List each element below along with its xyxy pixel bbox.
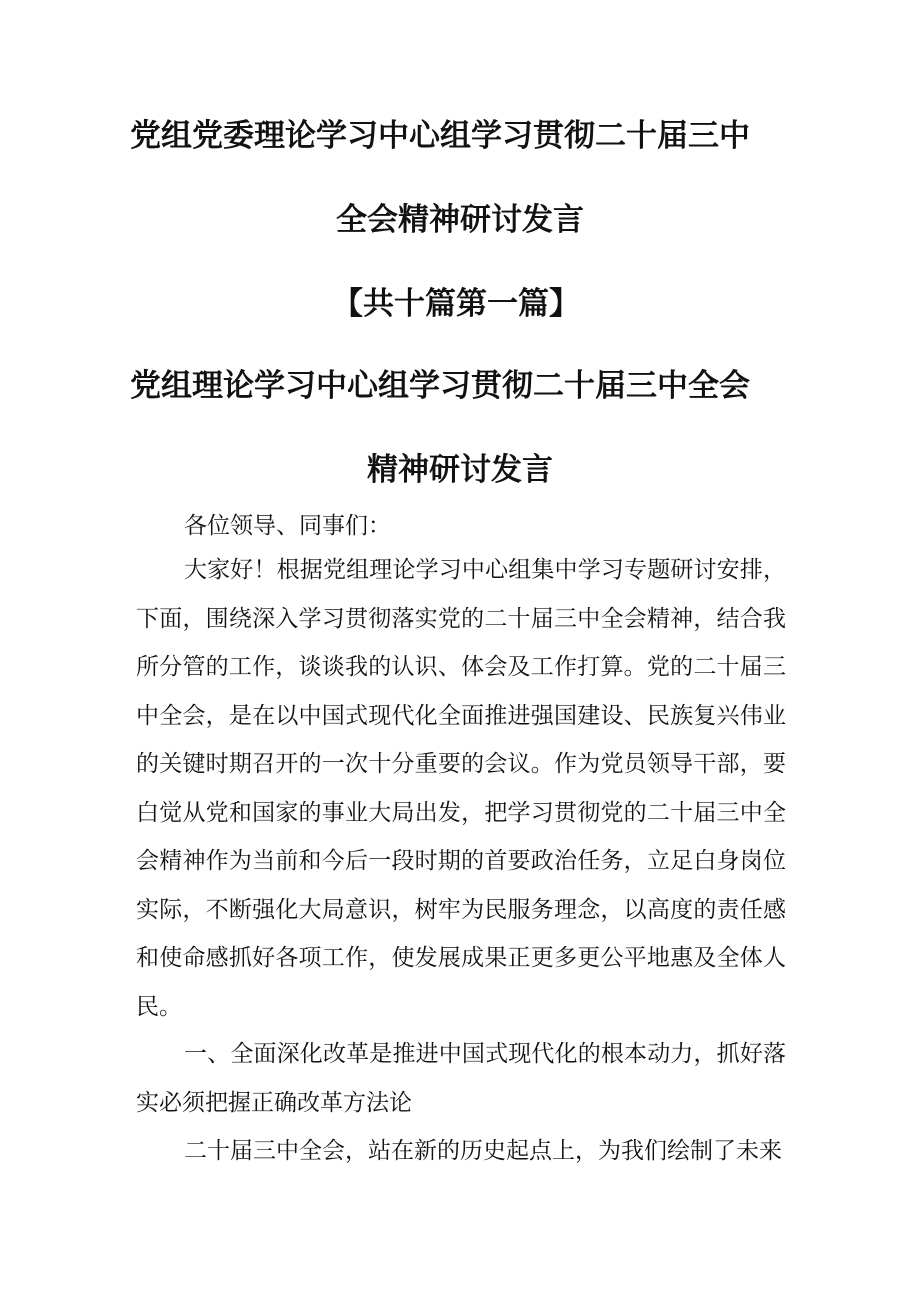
document-title-line-2: 全会精神研讨发言	[336, 202, 584, 238]
salutation: 各位领导、同事们：	[184, 513, 391, 539]
paragraph-opening: 大家好！根据党组理论学习中心组集中学习专题研讨安排，下面，围绕深入学习贯彻落实党的二十届三中全会精神，结合我所分管的工作，谈谈我的认识、体会及工作打算。党的二十届三中全会，是在以中国式现代化全面推进强国建设、民族复兴伟业的关键时期召开的一次十分重要的会议。作为党员领导干部，要白觉从党和国家的事业大局出发，把学习贯彻党的二十届三中全会精神作为当前和今后一段时期的首要政治任务，立足白身岗位实际，不断强化大局意识，树牢为民服务理念，以高度的责任感和使命感抓好各项工作，使发展成果正更多更公平地惠及全体人民。	[136, 557, 786, 1020]
series-note: 【共十篇第一篇】	[332, 286, 580, 322]
paragraph-section-one-start: 二十届三中全会，站在新的历史起点上，为我们绘制了未来	[184, 1138, 782, 1164]
speech-title-line-2: 精神研讨发言	[367, 452, 553, 488]
speech-title-line-1: 党组理论学习中心组学习贯彻二十届三中全会	[130, 368, 750, 404]
document-title-line-1: 党组党委理论学习中心组学习贯彻二十届三中	[130, 118, 750, 154]
section-heading-one: 一、全面深化改革是推进中国式现代化的根本动力，抓好落实必须把握正确改革方法论	[136, 1041, 786, 1116]
